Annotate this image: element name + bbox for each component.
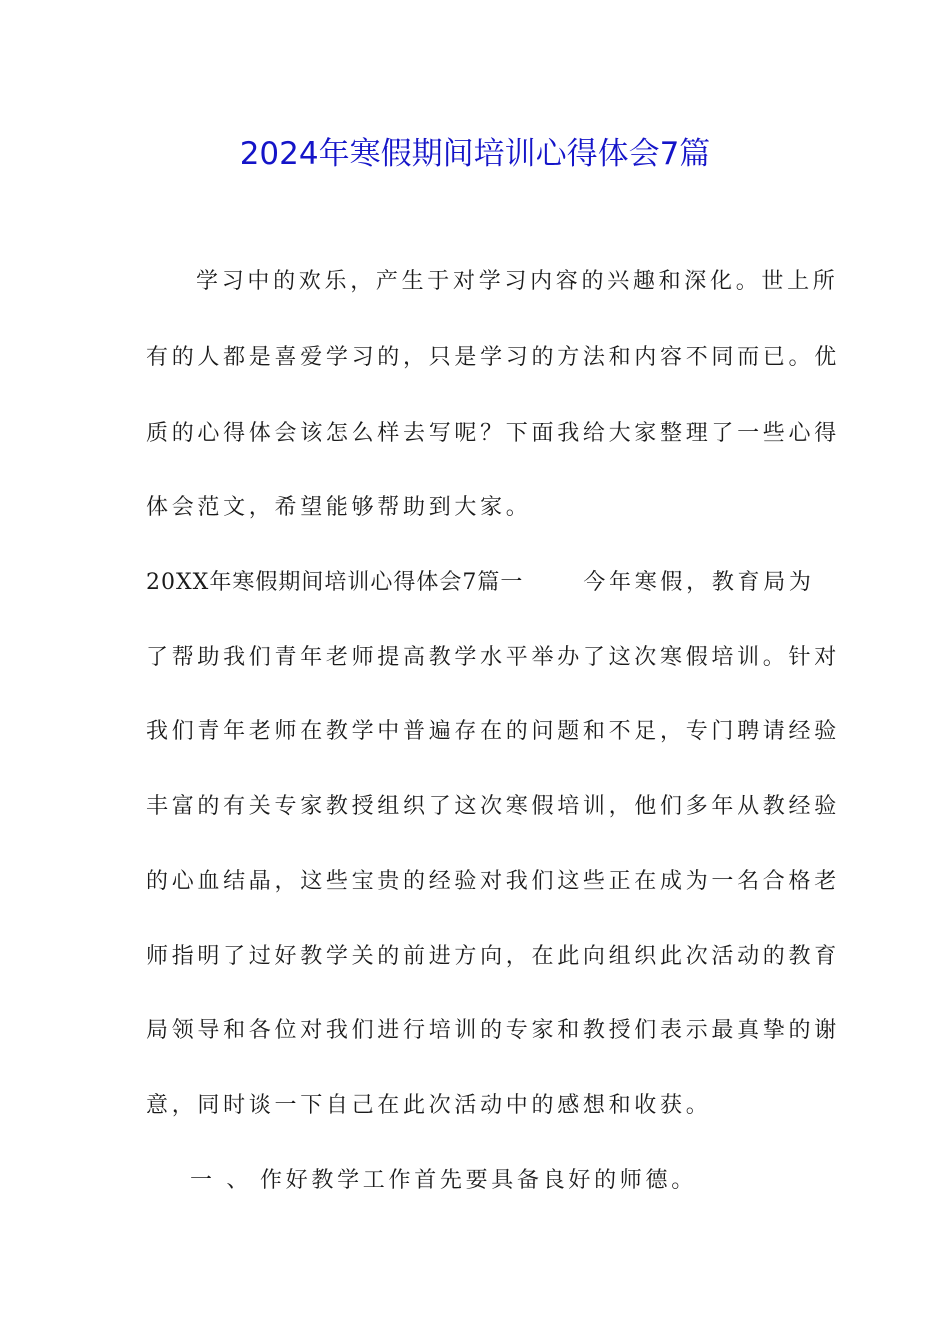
intro-line-3: 质的心得体会该怎么样去写呢？下面我给大家整理了一些心得 <box>146 421 840 446</box>
body-line-7: 意，同时谈一下自己在此次活动中的感想和收获。 <box>146 1093 712 1118</box>
intro-line-4: 体会范文，希望能够帮助到大家。 <box>146 495 532 520</box>
numbered-item-text: 作好教学工作首先要具备良好的师德。 <box>260 1168 697 1193</box>
numbered-item <box>190 1161 850 1201</box>
section-first-line-text: 今年寒假，教育局为 <box>583 570 815 595</box>
numbered-item-marker: 一 、 <box>190 1168 253 1193</box>
intro-line-1: 学习中的欢乐，产生于对学习内容的兴趣和深化。世上所 <box>196 269 839 294</box>
body-line-5: 师指明了过好教学关的前进方向，在此向组织此次活动的教育 <box>146 944 840 969</box>
document-title: 2024年寒假期间培训心得体会7篇 <box>239 136 711 172</box>
intro-line-2: 有的人都是喜爱学习的，只是学习的方法和内容不同而已。优 <box>146 345 840 370</box>
section-heading: 20XX年寒假期间培训心得体会7篇一 <box>146 570 524 595</box>
body-line-1: 了帮助我们青年老师提高教学水平举办了这次寒假培训。针对 <box>146 645 840 670</box>
body-line-3: 丰富的有关专家教授组织了这次寒假培训，他们多年从教经验 <box>146 794 840 819</box>
section-first-line <box>146 563 815 603</box>
body-line-2: 我们青年老师在教学中普遍存在的问题和不足，专门聘请经验 <box>146 719 840 744</box>
body-line-6: 局领导和各位对我们进行培训的专家和教授们表示最真挚的谢 <box>146 1018 840 1043</box>
body-line-4: 的心血结晶，这些宝贵的经验对我们这些正在成为一名合格老 <box>146 869 840 894</box>
